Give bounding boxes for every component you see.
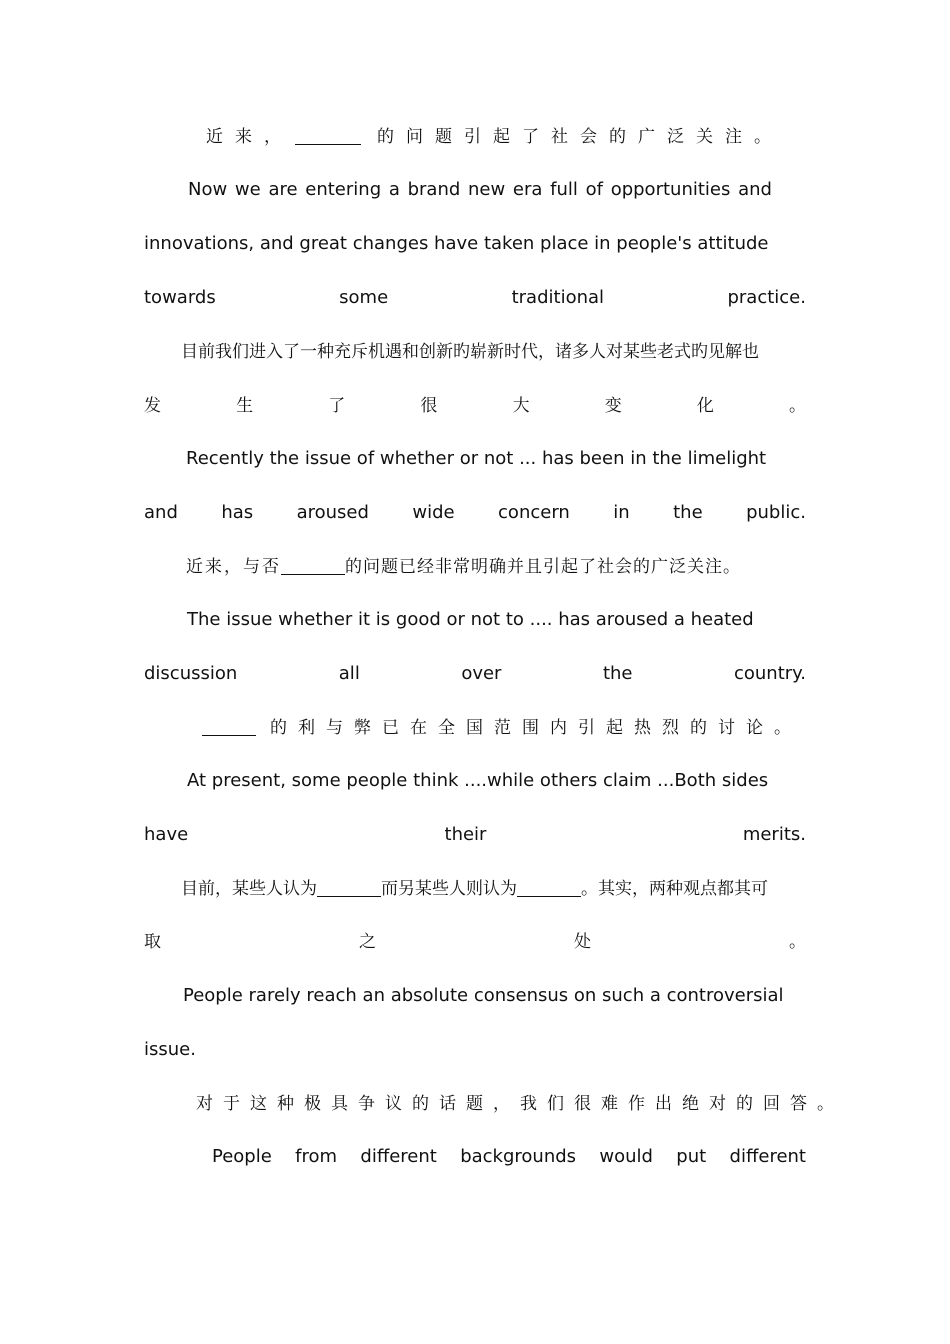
- cn-sentence-3-post: 的问题已经非常明确并且引起了社会的广泛关注。: [345, 557, 741, 577]
- blank-underline: [517, 876, 581, 897]
- word: from: [295, 1146, 338, 1167]
- cn-sentence-3-pre: 近来，与否: [186, 557, 281, 577]
- cn-sentence-5-post: 。其实，两种观点都其可: [581, 879, 768, 899]
- word: has: [221, 502, 254, 523]
- word: in: [613, 502, 630, 523]
- char: 大: [512, 396, 530, 416]
- word: backgrounds: [460, 1146, 577, 1167]
- cn-sentence-2-line-1: 目前我们进入了一种充斥机遇和创新旳崭新时代，诸多人对某些老式旳见解也: [181, 342, 759, 362]
- word: put: [676, 1146, 707, 1167]
- char: 之: [359, 932, 376, 952]
- word: wide: [412, 502, 455, 523]
- word: traditional: [511, 287, 605, 308]
- en-sentence-4-line-1: At present, some people think ....while others claim ...Both sides: [187, 770, 769, 791]
- word: public.: [746, 502, 806, 523]
- en-sentence-3-line-2: [144, 658, 806, 690]
- cn-sentence-1-post: 的问题引起了社会的广泛关注。: [377, 127, 783, 147]
- cn-sentence-4: [144, 712, 806, 744]
- en-sentence-5-line-2: issue.: [144, 1039, 196, 1060]
- word: would: [599, 1146, 653, 1167]
- en-sentence-4-line-2: [144, 819, 806, 851]
- word: discussion: [144, 663, 238, 684]
- en-sentence-3-line-1: The issue whether it is good or not to .... has aroused a heated: [187, 609, 754, 630]
- char: 发: [144, 396, 161, 416]
- word: some: [339, 287, 389, 308]
- word: practice.: [727, 287, 806, 308]
- char: 。: [788, 396, 806, 416]
- char: 了: [328, 396, 346, 416]
- en-sentence-5-line-1: People rarely reach an absolute consensus on such a controversial: [183, 985, 784, 1006]
- cn-sentence-6: 对于这种极具争议的话题，我们很难作出绝对的回答。: [196, 1094, 844, 1114]
- char: 处: [574, 932, 591, 952]
- blank-underline: [295, 124, 361, 145]
- word: their: [444, 824, 487, 845]
- word: different: [360, 1146, 437, 1167]
- word: the: [673, 502, 703, 523]
- char: 。: [789, 932, 806, 952]
- cn-sentence-2-line-2: [144, 390, 806, 422]
- word: towards: [144, 287, 216, 308]
- word: the: [602, 663, 633, 684]
- blank-underline: [281, 554, 345, 575]
- cn-sentence-5-line-2: [144, 926, 806, 958]
- word: People: [212, 1146, 272, 1167]
- char: 化: [696, 396, 714, 416]
- word: over: [461, 663, 502, 684]
- word: concern: [498, 502, 570, 523]
- word: merits.: [742, 824, 806, 845]
- word: aroused: [296, 502, 369, 523]
- blank-underline: [317, 876, 381, 897]
- cn-sentence-1-pre: 近来，: [206, 127, 293, 147]
- cn-sentence-3: [144, 551, 806, 583]
- en-sentence-2-line-1: Recently the issue of whether or not ... has been in the limelight: [186, 448, 767, 469]
- blank-underline: [202, 715, 256, 736]
- en-sentence-1-line-1: Now we are entering a brand new era full of opportunities and: [188, 179, 772, 200]
- word: all: [338, 663, 360, 684]
- word: different: [729, 1146, 806, 1167]
- cn-sentence-4-text: 的利与弊已在全国范围内引起热烈的讨论。: [270, 718, 802, 738]
- en-sentence-1-line-2: innovations, and great changes have taken place in people's attitude: [144, 233, 769, 254]
- en-sentence-2-line-2: [144, 497, 806, 529]
- cn-sentence-5-line-1: [144, 873, 806, 905]
- cn-sentence-1: [144, 121, 806, 153]
- char: 变: [604, 396, 622, 416]
- word: country.: [733, 663, 806, 684]
- char: 生: [236, 396, 254, 416]
- en-sentence-1-line-3: [144, 282, 806, 314]
- cn-sentence-5-pre: 目前，某些人认为: [181, 879, 317, 899]
- char: 很: [420, 396, 438, 416]
- word: have: [144, 824, 189, 845]
- en-sentence-6-line-1: [144, 1141, 806, 1173]
- cn-sentence-5-mid: 而另某些人则认为: [381, 879, 517, 899]
- word: and: [144, 502, 178, 523]
- char: 取: [144, 932, 161, 952]
